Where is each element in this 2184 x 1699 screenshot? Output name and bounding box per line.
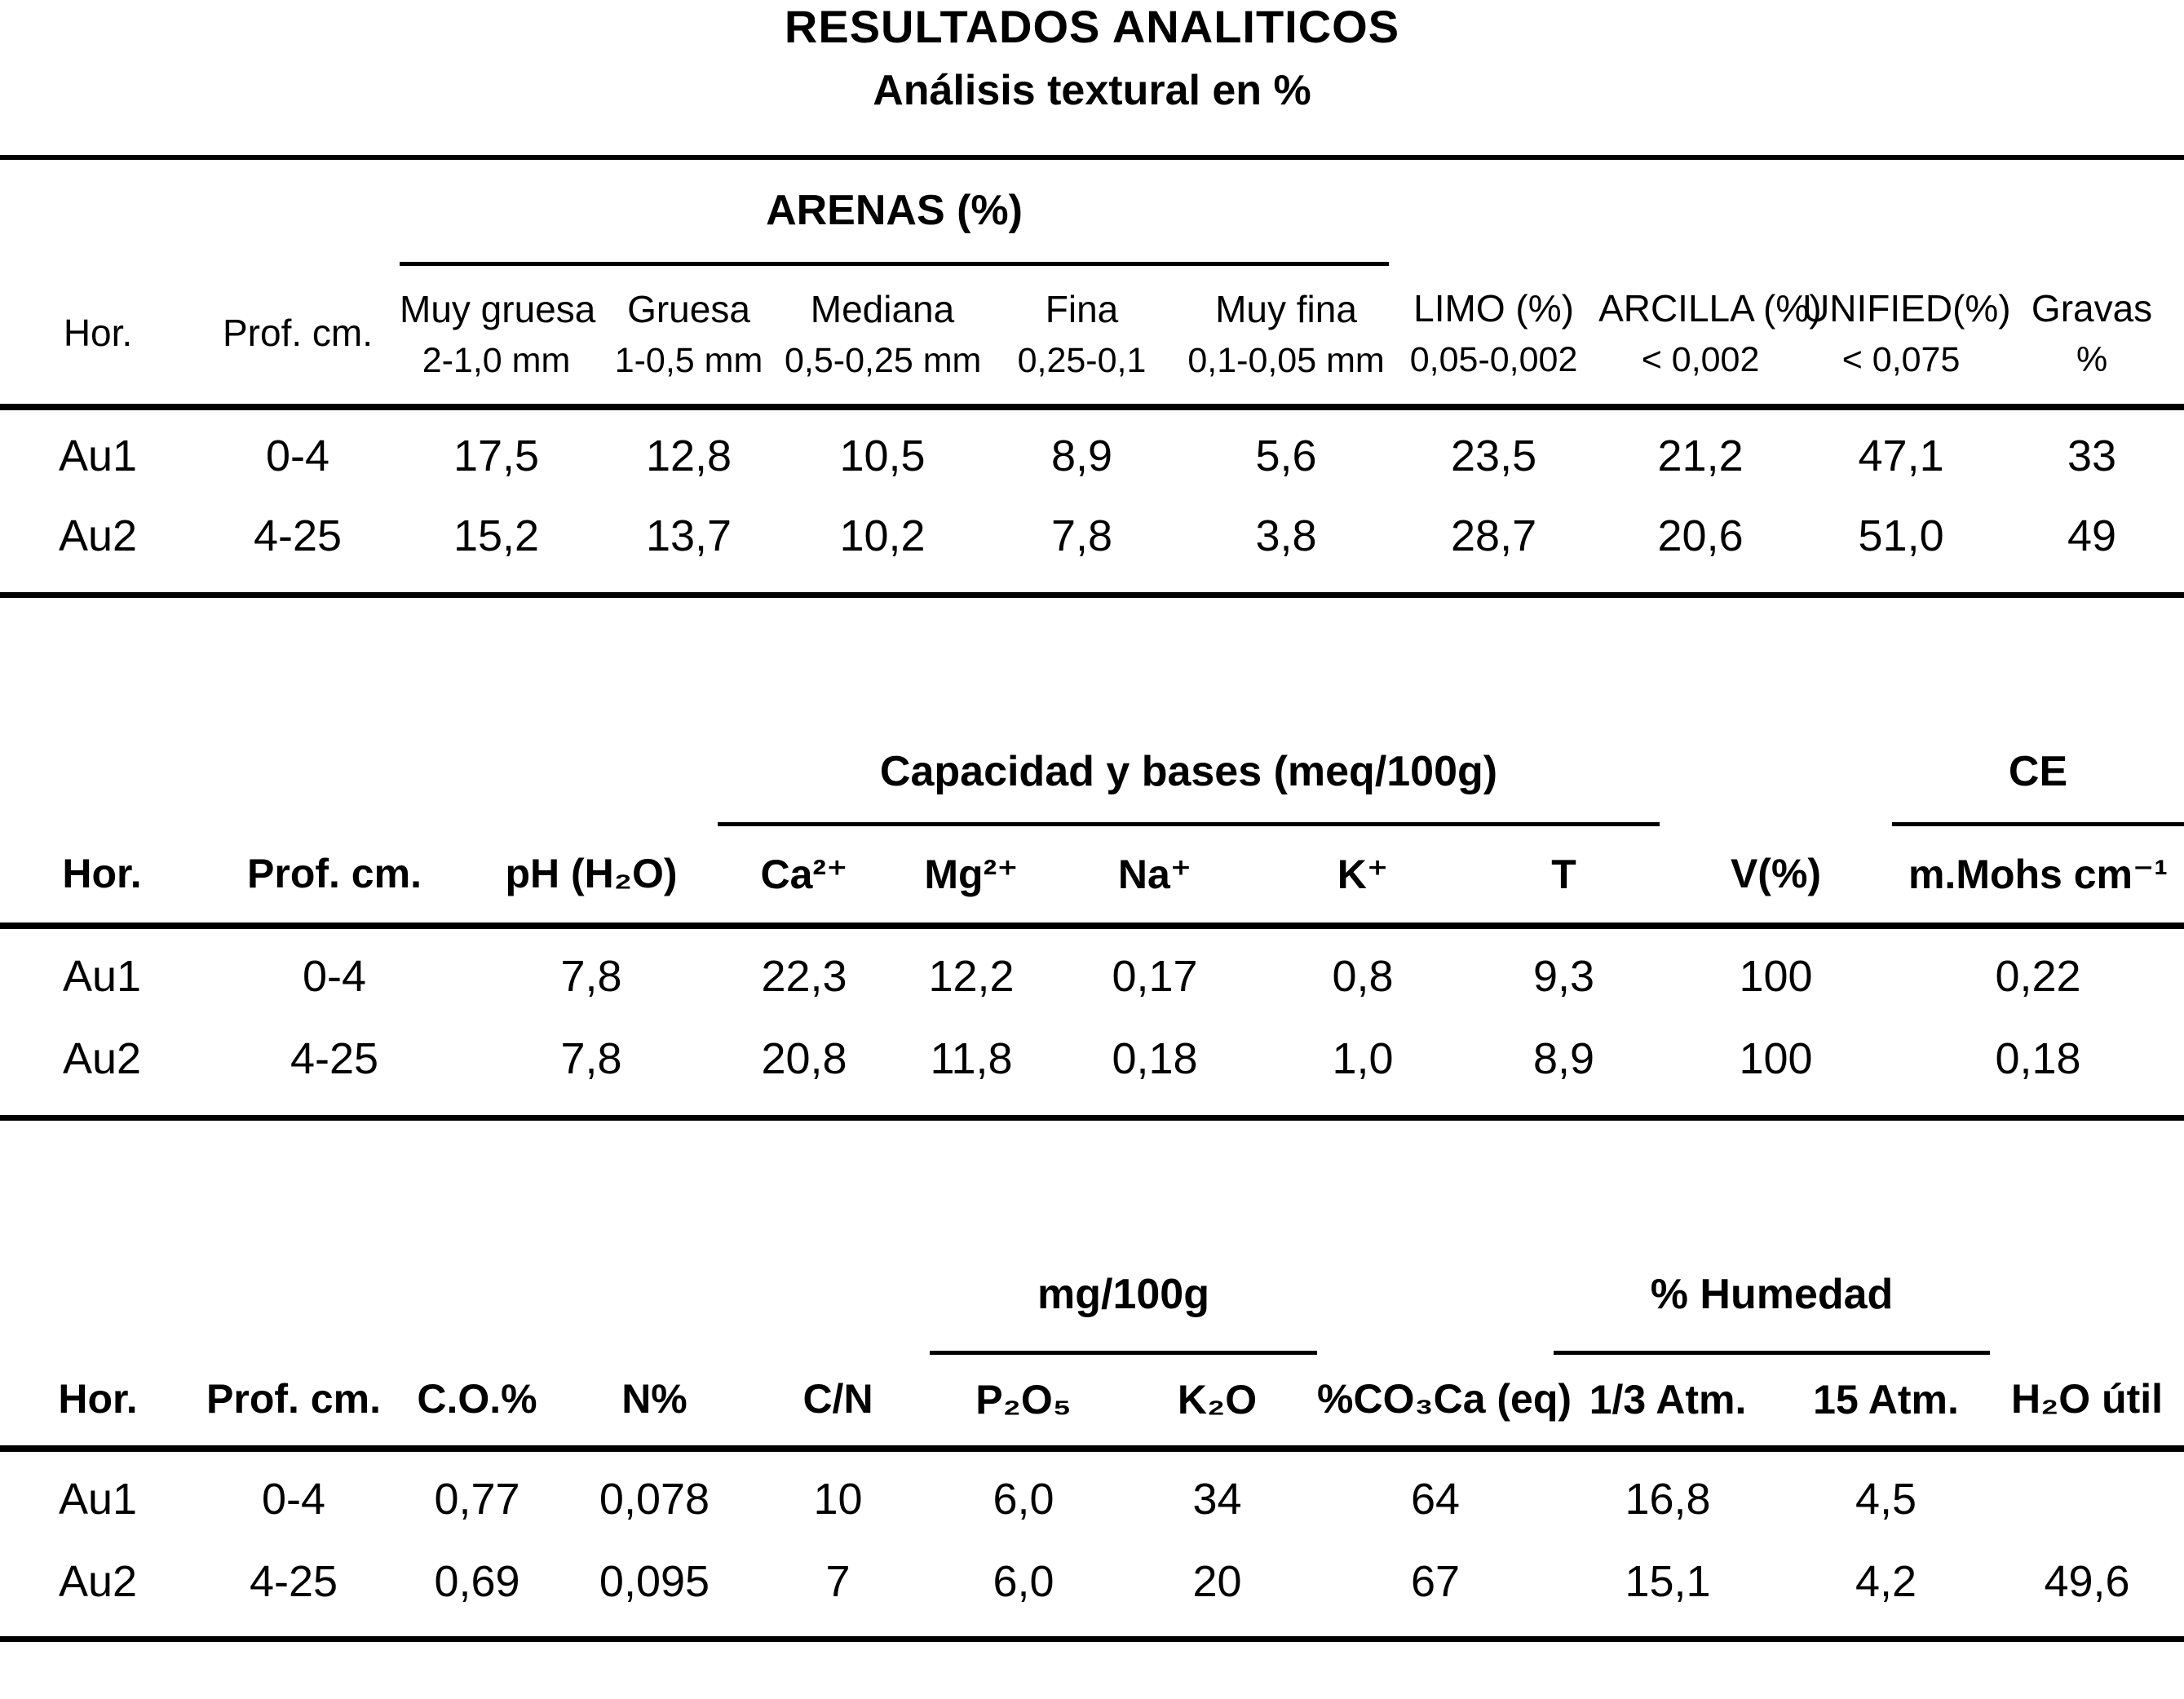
t3-col-h2o-util: H₂O útil bbox=[1990, 1352, 2184, 1449]
t1-col-unified: UNIFIED(%) < 0,075 bbox=[1802, 263, 2000, 407]
t1-col-muy-fina: Muy fina 0,1-0,05 mm bbox=[1183, 263, 1389, 407]
t3-cell: Au2 bbox=[58, 1556, 138, 1606]
t1-col-arcilla: ARCILLA (%) < 0,002 bbox=[1598, 263, 1802, 407]
t1-bottom-spacer bbox=[0, 570, 2184, 595]
t3-bottom-spacer bbox=[0, 1616, 2184, 1639]
t1-cell: 0-4 bbox=[265, 431, 330, 480]
t2-cell: Au1 bbox=[62, 952, 142, 1001]
t2-group-ce: CE bbox=[1892, 722, 2184, 824]
t3-cell: 16,8 bbox=[1625, 1475, 1711, 1524]
t2-col-ph: pH (H₂O) bbox=[465, 824, 718, 926]
t1-col-hor: Hor. bbox=[0, 263, 196, 407]
t3-cell: 4,2 bbox=[1855, 1556, 1917, 1606]
t1-cell: 20,6 bbox=[1657, 511, 1744, 560]
t1-row-au1 bbox=[0, 407, 2184, 501]
t2-group-spacer bbox=[1660, 722, 1892, 824]
t1-cell: 13,7 bbox=[645, 511, 732, 560]
t3-col-prof: Prof. cm. bbox=[196, 1352, 391, 1449]
t2-cell: 0-4 bbox=[302, 952, 367, 1001]
t3-col-13atm: 1/3 Atm. bbox=[1554, 1352, 1782, 1449]
t3-cell: 0,69 bbox=[434, 1556, 520, 1606]
t2-col-na: Na⁺ bbox=[1052, 824, 1258, 926]
t1-group-row bbox=[0, 157, 2184, 263]
t1-col-mediana: Mediana 0,5-0,25 mm bbox=[785, 263, 980, 407]
t1-col-gruesa: Gruesa 1-0,5 mm bbox=[593, 263, 785, 407]
t1-cell: 21,2 bbox=[1657, 431, 1744, 480]
t3-cell: 6,0 bbox=[993, 1475, 1054, 1524]
t2-cell: 7,8 bbox=[560, 952, 622, 1001]
t2-cell: 8,9 bbox=[1532, 1033, 1595, 1083]
t3-group-humedad: % Humedad bbox=[1554, 1238, 1990, 1352]
t2-bottom-spacer bbox=[0, 1093, 2184, 1117]
chemistry-humidity-table bbox=[0, 1238, 2184, 1642]
t2-cell: 9,3 bbox=[1532, 952, 1595, 1001]
t1-cell: 10,5 bbox=[839, 431, 926, 480]
t3-cell: 4,5 bbox=[1855, 1475, 1917, 1524]
t2-row-au1 bbox=[0, 926, 2184, 1024]
t1-cell: Au2 bbox=[58, 511, 138, 560]
t3-cell: 0,078 bbox=[599, 1475, 710, 1524]
t3-group-mg100g: mg/100g bbox=[930, 1238, 1317, 1352]
t3-header-row bbox=[0, 1352, 2184, 1449]
t1-col-prof: Prof. cm. bbox=[196, 263, 400, 407]
t1-cell: 33 bbox=[2067, 431, 2117, 480]
t3-cell: 34 bbox=[1192, 1475, 1242, 1524]
t1-group-spacer bbox=[1389, 157, 2184, 263]
t1-group-arenas: ARENAS (%) bbox=[400, 157, 1389, 263]
t3-cell: 4-25 bbox=[249, 1556, 338, 1606]
t1-cell: 8,9 bbox=[1050, 431, 1113, 480]
page-subtitle: Análisis textural en % bbox=[873, 67, 1311, 114]
t2-cell: 12,2 bbox=[928, 952, 1015, 1001]
t2-col-v: V(%) bbox=[1660, 824, 1892, 926]
textural-analysis-table bbox=[0, 155, 2184, 598]
t3-cell bbox=[1990, 1449, 2184, 1546]
t3-cell: 0-4 bbox=[261, 1475, 326, 1524]
t3-cell: 67 bbox=[1410, 1556, 1461, 1606]
t3-group-spacer bbox=[0, 1238, 930, 1352]
t2-cell: 0,17 bbox=[1112, 952, 1198, 1001]
t2-col-mg: Mg²⁺ bbox=[891, 824, 1052, 926]
t2-col-k: K⁺ bbox=[1258, 824, 1468, 926]
t3-col-co: C.O.% bbox=[391, 1352, 563, 1449]
t1-cell: 47,1 bbox=[1858, 431, 1944, 480]
t3-cell: Au1 bbox=[58, 1475, 138, 1524]
t1-col-muy-gruesa: Muy gruesa 2-1,0 mm bbox=[400, 263, 593, 407]
t2-cell: 100 bbox=[1739, 952, 1813, 1001]
capacity-bases-table bbox=[0, 722, 2184, 1121]
t2-cell: 22,3 bbox=[761, 952, 847, 1001]
t2-col-t: T bbox=[1468, 824, 1660, 926]
t1-cell: 3,8 bbox=[1255, 511, 1317, 560]
t2-cell: 0,22 bbox=[1995, 952, 2081, 1001]
t2-header-row bbox=[0, 824, 2184, 926]
t1-row-au2 bbox=[0, 501, 2184, 570]
t2-cell: Au2 bbox=[62, 1033, 142, 1083]
t3-group-spacer bbox=[1317, 1238, 1554, 1352]
page-title: RESULTADOS ANALITICOS bbox=[784, 1, 1400, 52]
t3-col-15atm: 15 Atm. bbox=[1782, 1352, 1990, 1449]
t2-cell: 4-25 bbox=[290, 1033, 379, 1083]
t3-col-cn: C/N bbox=[746, 1352, 930, 1449]
t3-cell: 15,1 bbox=[1625, 1556, 1711, 1606]
t2-col-prof: Prof. cm. bbox=[204, 824, 465, 926]
t3-row-au1 bbox=[0, 1449, 2184, 1546]
t3-cell: 10 bbox=[813, 1475, 863, 1524]
t1-cell: 7,8 bbox=[1050, 511, 1113, 560]
t2-group-row bbox=[0, 722, 2184, 824]
t2-cell: 7,8 bbox=[560, 1033, 622, 1083]
t3-row-au2 bbox=[0, 1546, 2184, 1616]
t1-cell: 12,8 bbox=[645, 431, 732, 480]
t2-cell: 100 bbox=[1739, 1033, 1813, 1083]
t3-col-k2o: K₂O bbox=[1117, 1352, 1317, 1449]
t3-cell: 0,77 bbox=[434, 1475, 520, 1524]
t3-cell: 6,0 bbox=[993, 1556, 1054, 1606]
t2-cell: 0,18 bbox=[1112, 1033, 1198, 1083]
t1-group-spacer bbox=[0, 157, 400, 263]
t1-cell: 10,2 bbox=[839, 511, 926, 560]
t1-cell: 15,2 bbox=[453, 511, 540, 560]
t3-cell: 64 bbox=[1410, 1475, 1461, 1524]
t1-cell: 23,5 bbox=[1451, 431, 1537, 480]
t1-cell: 17,5 bbox=[453, 431, 540, 480]
t1-col-fina: Fina 0,25-0,1 bbox=[980, 263, 1183, 407]
t2-cell: 1,0 bbox=[1332, 1033, 1394, 1083]
t1-header-row bbox=[0, 263, 2184, 407]
t3-cell: 0,095 bbox=[599, 1556, 710, 1606]
t1-cell: 4-25 bbox=[253, 511, 343, 560]
t1-cell: 49 bbox=[2067, 511, 2117, 560]
t2-cell: 0,18 bbox=[1995, 1033, 2081, 1083]
t1-col-gravas: Gravas % bbox=[2000, 263, 2184, 407]
t3-cell: 20 bbox=[1192, 1556, 1242, 1606]
t2-col-hor: Hor. bbox=[0, 824, 204, 926]
t2-cell: 0,8 bbox=[1332, 952, 1394, 1001]
t3-cell: 7 bbox=[825, 1556, 851, 1606]
t3-col-n: N% bbox=[563, 1352, 746, 1449]
t1-cell: 28,7 bbox=[1451, 511, 1537, 560]
t3-group-spacer bbox=[1990, 1238, 2184, 1352]
t2-cell: 20,8 bbox=[761, 1033, 847, 1083]
t2-col-ca: Ca²⁺ bbox=[718, 824, 891, 926]
t1-cell: 51,0 bbox=[1858, 511, 1944, 560]
t2-group-capacidad: Capacidad y bases (meq/100g) bbox=[718, 722, 1660, 824]
t2-col-mmohs: m.Mohs cm⁻¹ bbox=[1892, 824, 2184, 926]
t1-cell: Au1 bbox=[58, 431, 138, 480]
t3-col-co3ca: %CO₃Ca (eq) bbox=[1317, 1352, 1554, 1449]
t1-col-limo: LIMO (%) 0,05-0,002 bbox=[1389, 263, 1598, 407]
t3-cell: 49,6 bbox=[2044, 1556, 2130, 1606]
t2-group-spacer bbox=[0, 722, 718, 824]
t3-col-hor: Hor. bbox=[0, 1352, 196, 1449]
t1-cell: 5,6 bbox=[1255, 431, 1317, 480]
t2-row-au2 bbox=[0, 1024, 2184, 1093]
t2-cell: 11,8 bbox=[930, 1033, 1013, 1083]
t3-group-row bbox=[0, 1238, 2184, 1352]
t3-col-p2o5: P₂O₅ bbox=[930, 1352, 1117, 1449]
